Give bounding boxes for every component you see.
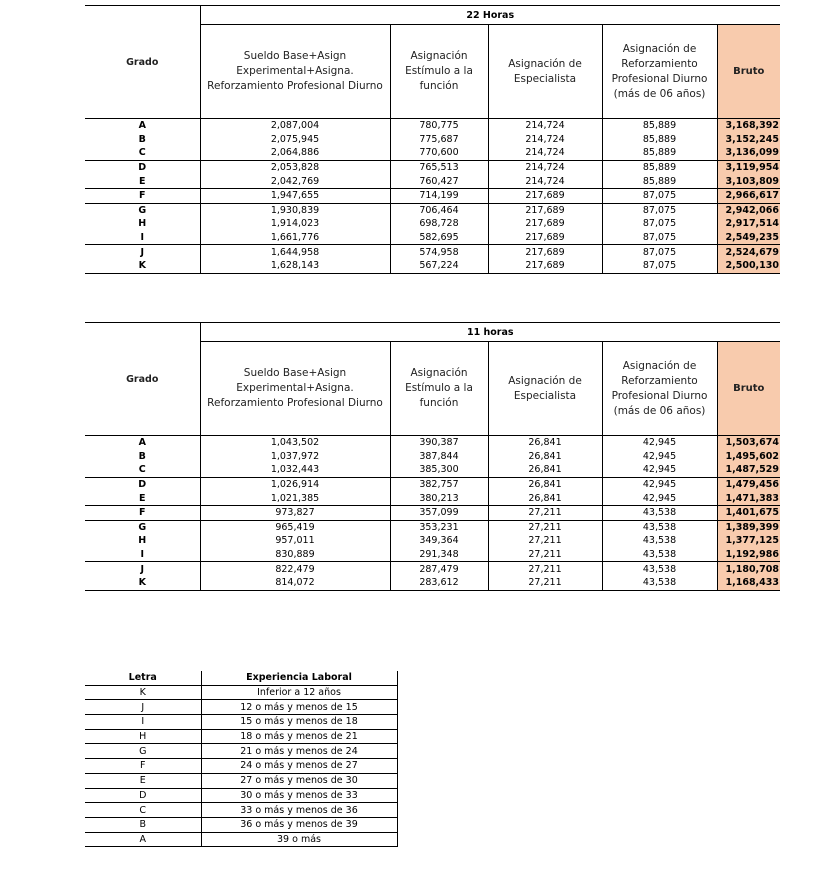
- table-row: [85, 160, 780, 174]
- bruto-cell: 2,966,617: [717, 188, 780, 203]
- table-row: [85, 520, 780, 534]
- asignacion-reforzamiento-cell: 42,945: [602, 477, 717, 491]
- experience-row: [85, 685, 397, 700]
- asignacion-reforzamiento-cell: 85,889: [602, 133, 717, 147]
- bruto-cell: 1,180,708: [717, 562, 780, 576]
- asignacion-estimulo-cell: 567,224: [390, 259, 488, 273]
- bruto-cell: 1,192,986: [717, 548, 780, 562]
- grado-cell: A: [138, 120, 146, 132]
- experiencia-cell: 39 o más: [201, 832, 397, 847]
- grado-cell: D: [138, 479, 147, 491]
- grado-cell: H: [138, 218, 147, 230]
- asignacion-reforzamiento-cell: 87,075: [602, 245, 717, 259]
- sueldo-base-cell: 973,827: [200, 505, 390, 520]
- asignacion-especialista-cell: 214,724: [488, 119, 602, 133]
- experiencia-cell: 21 o más y menos de 24: [201, 744, 397, 759]
- asignacion-reforzamiento-cell: 43,538: [602, 534, 717, 548]
- letra-header: Letra: [85, 671, 201, 685]
- experience-row: [85, 832, 397, 847]
- experiencia-cell: 12 o más y menos de 15: [201, 700, 397, 715]
- sueldo-base-cell: 965,419: [200, 520, 390, 534]
- asignacion-especialista-cell: 217,689: [488, 245, 602, 259]
- asignacion-especialista-cell: 27,211: [488, 520, 602, 534]
- grado-cell: A: [138, 437, 146, 449]
- asignacion-reforzamiento-cell: 87,075: [602, 231, 717, 245]
- grado-cell: H: [138, 535, 147, 547]
- asignacion-estimulo-cell: 385,300: [390, 463, 488, 477]
- table-row: [85, 477, 780, 491]
- table-row: [85, 436, 780, 450]
- table-row: [85, 562, 780, 576]
- bruto-cell: 3,103,809: [717, 174, 780, 188]
- experience-row: [85, 715, 397, 730]
- bruto-cell: 2,524,679: [717, 245, 780, 259]
- asignacion-especialista-cell: 26,841: [488, 463, 602, 477]
- grado-cell: F: [85, 505, 200, 520]
- header-sueldo-base: Sueldo Base+Asign Experimental+Asigna. Reforzamiento Profesional Diurno: [200, 342, 390, 436]
- table-title: 11 horas: [200, 323, 780, 342]
- letra-cell: A: [85, 832, 201, 847]
- sueldo-base-cell: 1,032,443: [200, 463, 390, 477]
- asignacion-estimulo-cell: 770,600: [390, 146, 488, 160]
- table-row: [85, 119, 780, 133]
- table-row: [85, 491, 780, 505]
- asignacion-estimulo-cell: 390,387: [390, 436, 488, 450]
- letra-cell: K: [85, 685, 201, 700]
- experiencia-cell: 15 o más y menos de 18: [201, 715, 397, 730]
- grado-header: Grado: [85, 6, 200, 119]
- asignacion-estimulo-cell: 714,199: [390, 188, 488, 203]
- asignacion-reforzamiento-cell: 43,538: [602, 548, 717, 562]
- experience-row: [85, 803, 397, 818]
- experiencia-cell: 18 o más y menos de 21: [201, 729, 397, 744]
- table-row: [85, 548, 780, 562]
- bruto-cell: 3,136,099: [717, 146, 780, 160]
- header-asignacion-especialista: Asignación de Especialista: [488, 342, 602, 436]
- asignacion-reforzamiento-cell: 85,889: [602, 119, 717, 133]
- sueldo-base-cell: 2,064,886: [200, 146, 390, 160]
- sueldo-base-cell: 1,628,143: [200, 259, 390, 273]
- asignacion-estimulo-cell: 574,958: [390, 245, 488, 259]
- bruto-cell: 2,549,235: [717, 231, 780, 245]
- grado-cell: B: [138, 450, 146, 462]
- table-body: [85, 119, 780, 274]
- grado-cell: I: [85, 548, 200, 562]
- experiencia-header: Experiencia Laboral: [201, 671, 397, 685]
- sueldo-base-cell: 957,011: [200, 534, 390, 548]
- experience-header-row: [85, 671, 397, 685]
- asignacion-estimulo-cell: 387,844: [390, 450, 488, 464]
- table-row: [85, 245, 780, 259]
- table-row: [85, 576, 780, 590]
- header-bruto: Bruto: [717, 342, 780, 436]
- asignacion-estimulo-cell: 382,757: [390, 477, 488, 491]
- asignacion-estimulo-cell: 353,231: [390, 520, 488, 534]
- asignacion-estimulo-cell: 775,687: [390, 133, 488, 147]
- table-row: [85, 203, 780, 217]
- asignacion-reforzamiento-cell: 87,075: [602, 203, 717, 217]
- asignacion-estimulo-cell: 582,695: [390, 231, 488, 245]
- asignacion-especialista-cell: 217,689: [488, 203, 602, 217]
- table-row: [85, 174, 780, 188]
- letra-cell: H: [85, 729, 201, 744]
- letra-cell: D: [85, 788, 201, 803]
- bruto-cell: 2,917,514: [717, 217, 780, 231]
- table-row: [85, 146, 780, 160]
- letra-cell: I: [85, 715, 201, 730]
- asignacion-especialista-cell: 26,841: [488, 477, 602, 491]
- experience-row: [85, 817, 397, 832]
- asignacion-especialista-cell: 26,841: [488, 450, 602, 464]
- asignacion-reforzamiento-cell: 87,075: [602, 217, 717, 231]
- experience-row: [85, 700, 397, 715]
- header-asignacion-estimulo: Asignación Estímulo a la función: [390, 342, 488, 436]
- header-asignacion-especialista: Asignación de Especialista: [488, 25, 602, 119]
- letra-cell: G: [85, 744, 201, 759]
- letra-cell: C: [85, 803, 201, 818]
- asignacion-estimulo-cell: 349,364: [390, 534, 488, 548]
- bruto-cell: 1,401,675: [717, 505, 780, 520]
- bruto-cell: 1,487,529: [717, 463, 780, 477]
- table-row: [85, 259, 780, 273]
- grado-cell: G: [138, 204, 147, 216]
- grado-cell: E: [85, 174, 200, 188]
- bruto-cell: 1,389,399: [717, 520, 780, 534]
- asignacion-especialista-cell: 217,689: [488, 259, 602, 273]
- asignacion-reforzamiento-cell: 42,945: [602, 463, 717, 477]
- asignacion-especialista-cell: 217,689: [488, 188, 602, 203]
- sueldo-base-cell: 1,930,839: [200, 203, 390, 217]
- header-asignacion-reforzamiento: Asignación de Reforzamiento Profesional Diurno (más de 06 años): [602, 342, 717, 436]
- grado-cell: K: [85, 576, 200, 590]
- asignacion-reforzamiento-cell: 42,945: [602, 450, 717, 464]
- asignacion-especialista-cell: 27,211: [488, 576, 602, 590]
- sueldo-base-cell: 814,072: [200, 576, 390, 590]
- table-row: [85, 188, 780, 203]
- asignacion-especialista-cell: 27,211: [488, 548, 602, 562]
- bruto-cell: 1,168,433: [717, 576, 780, 590]
- grado-cell: J: [140, 563, 145, 575]
- header-asignacion-reforzamiento: Asignación de Reforzamiento Profesional Diurno (más de 06 años): [602, 25, 717, 119]
- letra-cell: F: [85, 759, 201, 774]
- asignacion-especialista-cell: 214,724: [488, 146, 602, 160]
- bruto-cell: 1,503,674: [717, 436, 780, 450]
- sueldo-base-cell: 822,479: [200, 562, 390, 576]
- grado-cell: K: [85, 259, 200, 273]
- grado-cell: C: [85, 146, 200, 160]
- sueldo-base-cell: 1,037,972: [200, 450, 390, 464]
- asignacion-estimulo-cell: 698,728: [390, 217, 488, 231]
- header-sueldo-base: Sueldo Base+Asign Experimental+Asigna. Reforzamiento Profesional Diurno: [200, 25, 390, 119]
- grado-cell: G: [138, 521, 147, 533]
- table-row: [85, 217, 780, 231]
- asignacion-especialista-cell: 214,724: [488, 160, 602, 174]
- sueldo-base-cell: 2,042,769: [200, 174, 390, 188]
- asignacion-especialista-cell: 26,841: [488, 436, 602, 450]
- experience-row: [85, 788, 397, 803]
- letra-cell: E: [85, 773, 201, 788]
- header-asignacion-estimulo: Asignación Estímulo a la función: [390, 25, 488, 119]
- asignacion-reforzamiento-cell: 43,538: [602, 562, 717, 576]
- asignacion-estimulo-cell: 287,479: [390, 562, 488, 576]
- salary-table-11-horas: [85, 322, 780, 591]
- experience-row: [85, 759, 397, 774]
- experiencia-cell: 36 o más y menos de 39: [201, 817, 397, 832]
- experience-row: [85, 744, 397, 759]
- asignacion-estimulo-cell: 283,612: [390, 576, 488, 590]
- grado-cell: I: [85, 231, 200, 245]
- asignacion-especialista-cell: 217,689: [488, 231, 602, 245]
- asignacion-estimulo-cell: 780,775: [390, 119, 488, 133]
- bruto-cell: 1,471,383: [717, 491, 780, 505]
- asignacion-estimulo-cell: 765,513: [390, 160, 488, 174]
- sueldo-base-cell: 1,661,776: [200, 231, 390, 245]
- asignacion-especialista-cell: 27,211: [488, 562, 602, 576]
- asignacion-reforzamiento-cell: 87,075: [602, 259, 717, 273]
- grado-cell: C: [85, 463, 200, 477]
- bruto-cell: 3,168,392: [717, 119, 780, 133]
- letra-cell: B: [85, 817, 201, 832]
- experiencia-cell: 30 o más y menos de 33: [201, 788, 397, 803]
- table-body: [85, 436, 780, 591]
- experiencia-cell: 27 o más y menos de 30: [201, 773, 397, 788]
- grado-cell: J: [140, 246, 145, 258]
- sueldo-base-cell: 2,075,945: [200, 133, 390, 147]
- asignacion-reforzamiento-cell: 85,889: [602, 160, 717, 174]
- grado-header: Grado: [85, 323, 200, 436]
- grado-cell: D: [138, 162, 147, 174]
- asignacion-estimulo-cell: 760,427: [390, 174, 488, 188]
- bruto-cell: 3,119,954: [717, 160, 780, 174]
- sueldo-base-cell: 1,644,958: [200, 245, 390, 259]
- asignacion-especialista-cell: 27,211: [488, 534, 602, 548]
- asignacion-especialista-cell: 26,841: [488, 491, 602, 505]
- header-bruto: Bruto: [717, 25, 780, 119]
- asignacion-reforzamiento-cell: 87,075: [602, 188, 717, 203]
- sueldo-base-cell: 2,087,004: [200, 119, 390, 133]
- asignacion-especialista-cell: 217,689: [488, 217, 602, 231]
- asignacion-estimulo-cell: 706,464: [390, 203, 488, 217]
- sueldo-base-cell: 1,947,655: [200, 188, 390, 203]
- experiencia-cell: Inferior a 12 años: [201, 685, 397, 700]
- table-title-row: [85, 6, 780, 25]
- asignacion-reforzamiento-cell: 42,945: [602, 436, 717, 450]
- table-row: [85, 534, 780, 548]
- grado-cell: F: [85, 188, 200, 203]
- bruto-cell: 2,500,130: [717, 259, 780, 273]
- asignacion-reforzamiento-cell: 42,945: [602, 491, 717, 505]
- table-row: [85, 450, 780, 464]
- sueldo-base-cell: 1,026,914: [200, 477, 390, 491]
- table-row: [85, 505, 780, 520]
- grado-cell: B: [138, 133, 146, 145]
- sueldo-base-cell: 1,043,502: [200, 436, 390, 450]
- letra-cell: J: [85, 700, 201, 715]
- experiencia-cell: 33 o más y menos de 36: [201, 803, 397, 818]
- asignacion-reforzamiento-cell: 43,538: [602, 505, 717, 520]
- table-title: 22 Horas: [200, 6, 780, 25]
- asignacion-reforzamiento-cell: 85,889: [602, 174, 717, 188]
- asignacion-especialista-cell: 214,724: [488, 174, 602, 188]
- asignacion-reforzamiento-cell: 85,889: [602, 146, 717, 160]
- asignacion-especialista-cell: 27,211: [488, 505, 602, 520]
- asignacion-reforzamiento-cell: 43,538: [602, 520, 717, 534]
- experience-row: [85, 773, 397, 788]
- sueldo-base-cell: 1,914,023: [200, 217, 390, 231]
- table-row: [85, 463, 780, 477]
- bruto-cell: 3,152,245: [717, 133, 780, 147]
- sueldo-base-cell: 830,889: [200, 548, 390, 562]
- experience-table: [85, 671, 398, 847]
- asignacion-reforzamiento-cell: 43,538: [602, 576, 717, 590]
- bruto-cell: 2,942,066: [717, 203, 780, 217]
- asignacion-estimulo-cell: 291,348: [390, 548, 488, 562]
- bruto-cell: 1,377,125: [717, 534, 780, 548]
- table-row: [85, 133, 780, 147]
- experience-row: [85, 729, 397, 744]
- experiencia-cell: 24 o más y menos de 27: [201, 759, 397, 774]
- asignacion-estimulo-cell: 380,213: [390, 491, 488, 505]
- table-row: [85, 231, 780, 245]
- salary-table-22-horas: [85, 5, 780, 274]
- sueldo-base-cell: 1,021,385: [200, 491, 390, 505]
- sueldo-base-cell: 2,053,828: [200, 160, 390, 174]
- asignacion-estimulo-cell: 357,099: [390, 505, 488, 520]
- bruto-cell: 1,479,456: [717, 477, 780, 491]
- asignacion-especialista-cell: 214,724: [488, 133, 602, 147]
- table-title-row: [85, 323, 780, 342]
- grado-cell: E: [85, 491, 200, 505]
- experience-body: [85, 685, 397, 847]
- bruto-cell: 1,495,602: [717, 450, 780, 464]
